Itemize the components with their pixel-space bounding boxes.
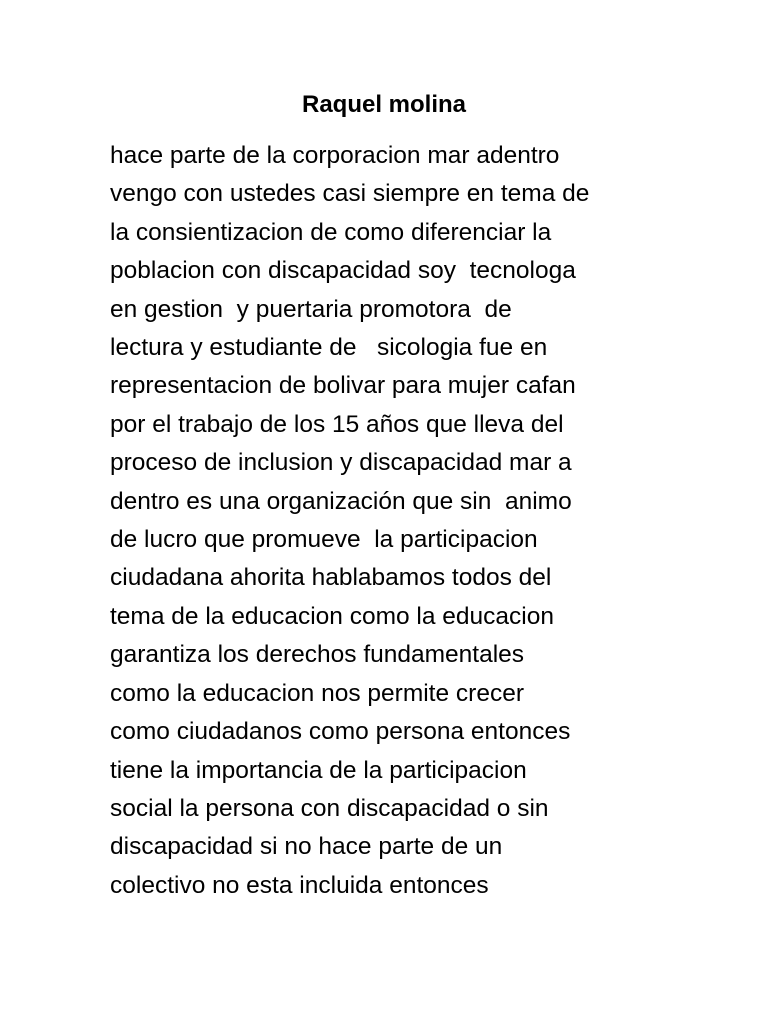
body-line: ciudadana ahorita hablabamos todos del [110, 564, 552, 592]
body-line: como ciudadanos como persona entonces [110, 718, 571, 746]
body-line: como la educacion nos permite crecer [110, 679, 524, 707]
body-line: proceso de inclusion y discapacidad mar a [110, 449, 572, 477]
body-line: colectivo no esta incluida entonces [110, 871, 489, 899]
document-title: Raquel molina [301, 91, 467, 118]
body-line: tiene la importancia de la participacion [110, 756, 527, 784]
body-line: social la persona con discapacidad o sin [110, 794, 549, 822]
document-body [110, 137, 710, 905]
body-line: discapacidad si no hace parte de un [110, 833, 503, 861]
body-line: tema de la educacion como la educacion [110, 602, 555, 630]
body-line: poblacion con discapacidad soy tecnologa [110, 257, 576, 285]
body-line: dentro es una organización que sin animo [110, 487, 572, 515]
body-line: de lucro que promueve la participacion [110, 526, 538, 554]
body-line: hace parte de la corporacion mar adentro [110, 142, 560, 169]
body-line: garantiza los derechos fundamentales [110, 641, 525, 669]
body-line: en gestion y puertaria promotora de [110, 295, 512, 323]
body-line: la consientizacion de como diferenciar la [110, 218, 552, 246]
body-line: por el trabajo de los 15 años que lleva del [110, 410, 564, 438]
body-line: representacion de bolivar para mujer cafan [110, 372, 576, 400]
body-line: vengo con ustedes casi siempre en tema de [110, 180, 590, 208]
body-line: lectura y estudiante de sicologia fue en [110, 334, 548, 362]
